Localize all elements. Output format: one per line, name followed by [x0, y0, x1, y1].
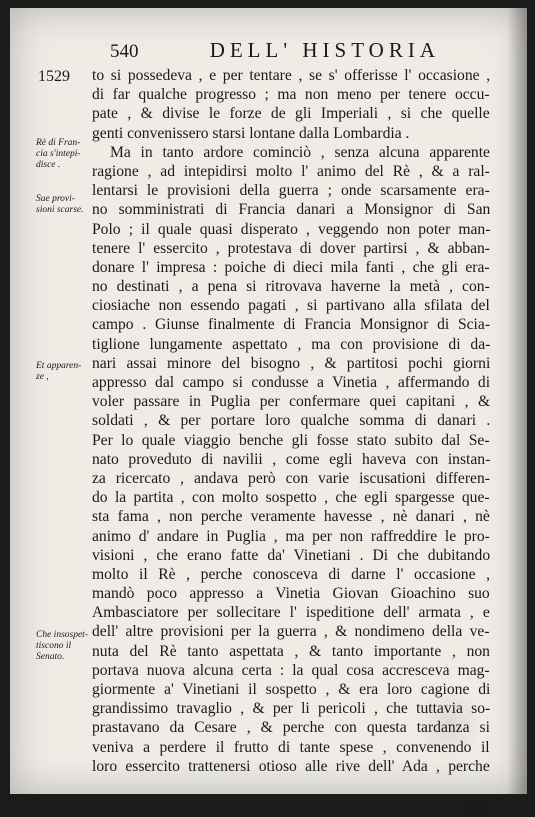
text-line: no somministrati di Francia danari a Monsignor di San: [92, 201, 491, 219]
page-header: [110, 38, 440, 63]
text-line: no destinati , a pena si ritrovava haverne la metà , con-: [92, 278, 490, 296]
margin-note-line: ze ,: [36, 372, 49, 382]
text-line: nato proveduto di navilii , come egli haveva con instan-: [92, 450, 491, 468]
text-line: Ambasciatore per sollecitare l' ispeditione dell' armata , e: [92, 604, 490, 622]
text-line: sta fama , non perche veramente havesse , nè danari , nè: [92, 508, 490, 526]
text-line: tenere l' essercito , protestava di dover partirsi , & abban-: [92, 239, 491, 257]
text-line: nari assai minore del bisogno , & partitosi pochi giorni: [92, 354, 491, 372]
text-line: donare l' impresa : poiche di dieci mila fanti , che gli era-: [92, 258, 490, 276]
text-line: campo . Giunse finalmente di Francia Monsignor di Scia-: [92, 316, 491, 334]
text-line: pate , & divise le forze de gli Imperiali , si che quelle: [92, 105, 490, 123]
text-line: veniva a perdere il frutto di tante spese , convenendo il: [92, 738, 490, 756]
text-line: portava nuova alcuna certa : la qual cosa accresceva mag-: [92, 661, 490, 679]
margin-note-line: Rè di Fran-: [36, 138, 81, 148]
margin-note-line: sioni scarse.: [36, 205, 84, 215]
margin-note-line: Sue provi-: [36, 194, 75, 204]
text-line: genti convenissero starsi lontane dalla Lombardia .: [92, 124, 410, 142]
text-line: soldati , & per portare loro qualche somma di danari .: [92, 412, 491, 430]
text-line: nuta del Rè tanto aspettata , & tanto importante , non: [92, 642, 490, 660]
text-line: za ricercato , andava però con varie iscusationi differen-: [92, 469, 490, 487]
text-line: to si possedeva , e per tentare , se s' offerisse l' occasione ,: [92, 67, 491, 84]
text-line: prastavano da Cesare , & perche con questa tardanza si: [92, 719, 490, 737]
text-line: Ma in tanto ardore cominciò , senza alcuna apparente: [110, 143, 490, 161]
text-line: molto il Rè , perche conosceva di darne l' occasione ,: [92, 565, 491, 583]
catchword: solo: [464, 799, 490, 816]
text-line: grandissimo travaglio , & per li pericoli , che tuttavia so-: [92, 700, 491, 718]
text-line: loro essercito trattenersi otioso alle rive dell' Ada , perche: [92, 757, 490, 775]
text-line: visioni , che erano fatte da' Vinetiani . Di che dubitando: [92, 546, 491, 564]
margin-year: 1529: [38, 68, 70, 85]
text-line: ciosiache non essendo pagati , si partivano alla sfilata del: [92, 297, 490, 315]
margin-note-line: cia s'intepi-: [36, 149, 81, 159]
book-page: [10, 8, 527, 816]
running-title: DELL' HISTORIA: [209, 38, 440, 62]
text-line: animo d' andare in Puglia , ma per non raffreddire le pro-: [92, 527, 490, 545]
page-number: 540: [110, 41, 139, 62]
text-line: lentarsi le provisioni della guerra ; onde scarsamente era-: [92, 182, 490, 200]
text-line: Polo ; il quale quasi disperato , veggendo non poter man-: [92, 220, 491, 238]
text-line: giormente a' Vinetiani il sospetto , & era loro cagione di: [92, 681, 491, 698]
text-line: di far qualche progresso ; ma non meno per tenere occu-: [92, 86, 490, 104]
margin-note-line: Che insospet-: [36, 630, 88, 640]
body-text: [92, 66, 491, 816]
margin-note-3: [36, 361, 98, 383]
text-line: ragione , ad intepidirsi molto l' animo del Rè , & a ral-: [92, 162, 490, 180]
margin-note-4: [36, 630, 98, 663]
margin-note-line: Et apparen-: [36, 361, 82, 371]
text-line: appresso dal campo si condusse a Vinetia , affermando di: [92, 374, 491, 391]
text-line: dell' altre provisioni per la guerra , & nondimeno della ve-: [92, 623, 490, 641]
text-line: mandò poco appresso a Vinetia Giovan Gioachino suo: [92, 585, 490, 603]
margin-note-line: disce .: [36, 160, 61, 170]
text-line: do la partita , con molto sospetto , che egli spargesse que-: [92, 489, 490, 507]
margin-note-line: Senato.: [36, 652, 65, 662]
margin-note-line: tiscono il: [36, 641, 72, 651]
text-line: voler passare in Puglia per confermare quei capitani , &: [92, 393, 491, 411]
text-line: Per lo quale viaggio benche gli fosse stato subito dal Se-: [92, 431, 490, 449]
margin-note-1: [36, 138, 98, 171]
margin-note-2: [36, 194, 98, 216]
gutter-shadow: [507, 8, 527, 794]
text-line: tiglione lungamente aspettato , ma con provisione di da-: [92, 335, 491, 353]
